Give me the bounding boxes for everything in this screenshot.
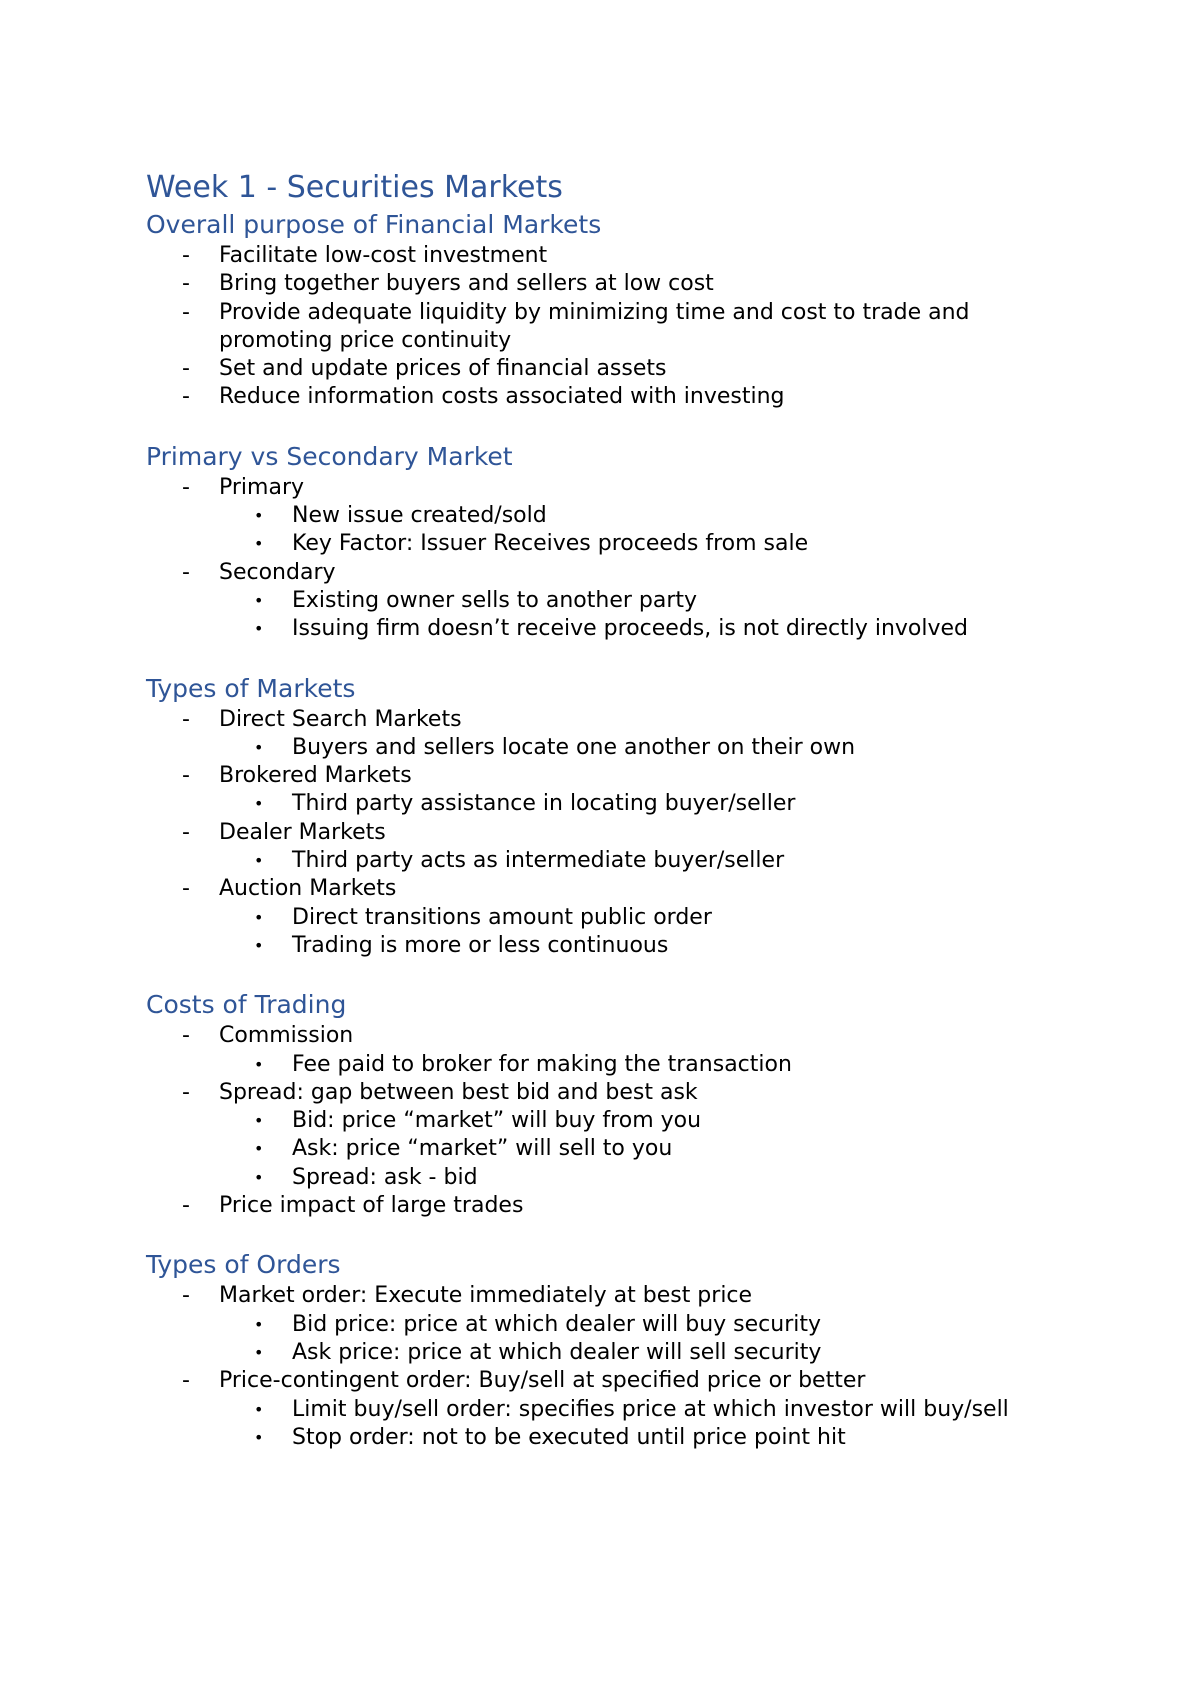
list-item	[146, 242, 1076, 270]
list-item	[146, 383, 1076, 411]
dash-marker: -	[182, 819, 190, 845]
sub-list-item	[146, 502, 1076, 530]
dash-marker: -	[182, 706, 190, 732]
dash-marker: -	[182, 1368, 190, 1394]
dash-marker: -	[182, 1283, 190, 1309]
bullet-marker: •	[254, 534, 264, 554]
bullet-marker: •	[254, 1427, 264, 1447]
dash-marker: -	[182, 1079, 190, 1105]
dash-marker: -	[182, 763, 190, 789]
list-item	[146, 1192, 1076, 1220]
list-item-text: Facilitate low-cost investment	[219, 243, 548, 268]
list-item	[146, 1022, 1076, 1050]
sub-list-item	[146, 1396, 1076, 1424]
sub-list-item-text: Trading is more or less continuous	[292, 932, 669, 958]
list-item-text: Primary	[219, 474, 305, 500]
bullet-marker: •	[254, 1111, 264, 1131]
list-item-text: Price impact of large trades	[219, 1193, 524, 1219]
section	[146, 672, 1076, 961]
dash-marker: -	[182, 356, 190, 382]
sub-list-item	[146, 790, 1076, 818]
section	[146, 440, 1076, 644]
bullet-marker: •	[254, 851, 264, 871]
list-item	[146, 1079, 1076, 1107]
list-item-text: Commission	[219, 1023, 354, 1049]
bullet-list	[146, 474, 1076, 644]
list-item	[146, 1282, 1076, 1310]
list-item-text: Brokered Markets	[219, 763, 412, 789]
dash-marker: -	[182, 559, 190, 585]
bullet-marker: •	[254, 1054, 264, 1074]
list-item	[146, 559, 1076, 587]
list-item-text: Direct Search Markets	[219, 706, 462, 732]
sub-list-item	[146, 587, 1076, 615]
sections-container	[146, 208, 1076, 1452]
dash-marker: -	[182, 876, 190, 902]
sub-list-item	[146, 847, 1076, 875]
sub-list-item-text: Bid price: price at which dealer will buy security	[292, 1311, 821, 1337]
list-item	[146, 1367, 1076, 1395]
list-item	[146, 819, 1076, 847]
dash-marker: -	[182, 1193, 190, 1219]
list-item	[146, 474, 1076, 502]
document-content	[146, 168, 1076, 1452]
list-item-text: Set and update prices of financial assets	[219, 356, 667, 382]
bullet-list	[146, 1282, 1076, 1452]
list-item-text: Dealer Markets	[219, 819, 386, 845]
list-item-text: Reduce information costs associated with investing	[219, 384, 785, 410]
dash-marker: -	[182, 299, 190, 325]
sub-list-item-text: Third party assistance in locating buyer/seller	[292, 791, 796, 817]
section-heading: Primary vs Secondary Market	[146, 441, 513, 471]
sub-list-item-text: Key Factor: Issuer Receives proceeds from sale	[292, 531, 809, 557]
sub-list-item	[146, 1107, 1076, 1135]
bullet-marker: •	[254, 1139, 264, 1159]
bullet-list	[146, 242, 1076, 412]
sub-list-item	[146, 1311, 1076, 1339]
sub-list-item	[146, 530, 1076, 558]
sub-list-item	[146, 1135, 1076, 1163]
dash-marker: -	[182, 271, 190, 297]
list-item	[146, 706, 1076, 734]
bullet-marker: •	[254, 935, 264, 955]
list-item	[146, 762, 1076, 790]
sub-list-item-text: Bid: price “market” will buy from you	[292, 1108, 702, 1134]
bullet-list	[146, 706, 1076, 961]
sub-list-item-text: Ask: price “market” will sell to you	[292, 1136, 673, 1162]
sub-list-item	[146, 615, 1076, 643]
list-item	[146, 875, 1076, 903]
section-heading: Types of Orders	[146, 1250, 341, 1280]
bullet-list	[146, 1022, 1076, 1220]
list-item-text: Market order: Execute immediately at best price	[219, 1283, 753, 1309]
sub-list-item-text: Third party acts as intermediate buyer/seller	[292, 848, 785, 874]
dash-marker: -	[182, 384, 190, 410]
bullet-marker: •	[254, 1167, 264, 1187]
list-item-text: Bring together buyers and sellers at low cost	[219, 271, 714, 297]
dash-marker: -	[182, 243, 190, 268]
bullet-marker: •	[254, 1342, 264, 1362]
section-heading: Costs of Trading	[146, 990, 347, 1020]
sub-list-item	[146, 904, 1076, 932]
sub-list-item-text: Direct transitions amount public order	[292, 904, 712, 930]
list-item-text: Price-contingent order: Buy/sell at specified price or better	[219, 1368, 866, 1394]
sub-list-item-text: Existing owner sells to another party	[292, 587, 698, 613]
list-item-text: Provide adequate liquidity by minimizing time and cost to trade and promoting price continuity	[219, 299, 970, 353]
dash-marker: -	[182, 474, 190, 500]
sub-list-item-text: Ask price: price at which dealer will sell security	[292, 1339, 822, 1365]
list-item	[146, 270, 1076, 298]
section-heading: Types of Markets	[146, 673, 356, 703]
sub-list-item-text: Fee paid to broker for making the transaction	[292, 1051, 792, 1077]
sub-list-item	[146, 1424, 1076, 1452]
sub-list-item	[146, 932, 1076, 960]
section	[146, 1248, 1076, 1452]
sub-list-item-text: Spread: ask - bid	[292, 1164, 478, 1190]
section	[146, 988, 1076, 1220]
bullet-marker: •	[254, 794, 264, 814]
bullet-marker: •	[254, 907, 264, 927]
sub-list-item-text: Issuing firm doesn’t receive proceeds, is not directly involved	[292, 616, 969, 642]
sub-list-item	[146, 734, 1076, 762]
sub-list-item	[146, 1051, 1076, 1079]
document-title: Week 1 - Securities Markets	[146, 170, 563, 205]
list-item-text: Auction Markets	[219, 876, 397, 902]
sub-list-item	[146, 1339, 1076, 1367]
bullet-marker: •	[254, 619, 264, 639]
sub-list-item	[146, 1164, 1076, 1192]
bullet-marker: •	[254, 1399, 264, 1419]
list-item	[146, 299, 1076, 356]
sub-list-item-text: New issue created/sold	[292, 503, 547, 529]
section	[146, 208, 1076, 412]
bullet-marker: •	[254, 1314, 264, 1334]
section-heading: Overall purpose of Financial Markets	[146, 210, 602, 239]
bullet-marker: •	[254, 737, 264, 757]
bullet-marker: •	[254, 506, 264, 526]
list-item-text: Secondary	[219, 559, 336, 585]
sub-list-item-text: Limit buy/sell order: specifies price at which investor will buy/sell	[292, 1396, 1009, 1422]
sub-list-item-text: Buyers and sellers locate one another on their own	[292, 734, 856, 760]
dash-marker: -	[182, 1023, 190, 1049]
sub-list-item-text: Stop order: not to be executed until price point hit	[292, 1424, 846, 1450]
list-item-text: Spread: gap between best bid and best ask	[219, 1079, 698, 1105]
bullet-marker: •	[254, 590, 264, 610]
list-item	[146, 355, 1076, 383]
